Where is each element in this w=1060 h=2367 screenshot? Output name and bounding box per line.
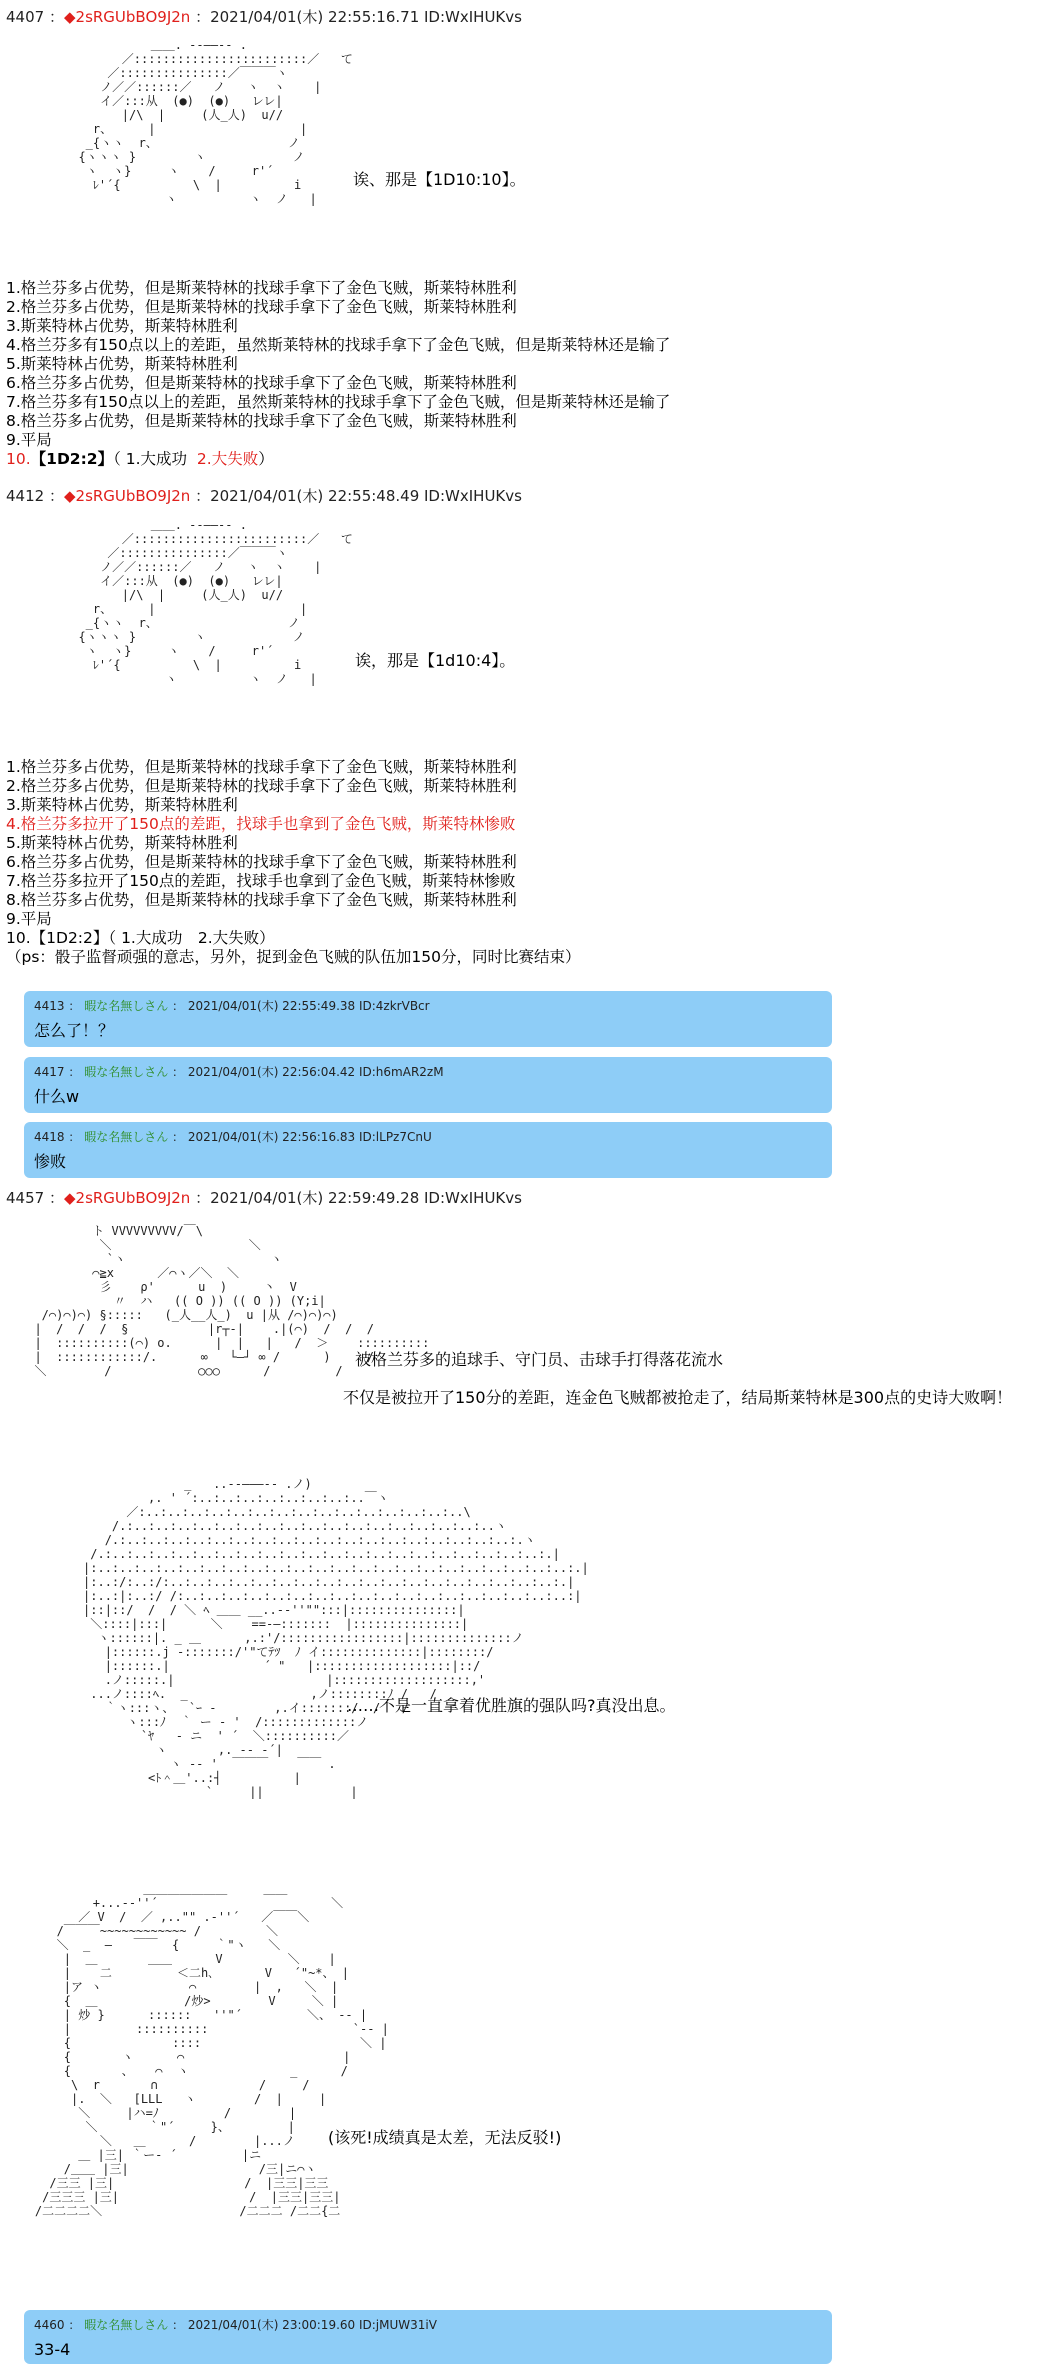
list-item: 3.斯莱特林占优势，斯莱特林胜利: [6, 317, 238, 335]
speech-text: 不仅是被拉开了150分的差距，连金色飞贼都被抢走了，结局斯莱特林是300点的史诗大败啊！: [343, 1388, 1013, 1407]
dice-roll: 【1D2:2】: [30, 450, 114, 468]
reply-card: [24, 1057, 832, 1113]
reply-body: 怎么了！？: [34, 1021, 115, 1040]
reply-card: [24, 1122, 832, 1178]
post-header: 4412 ：◆2sRGUbBO9J2n ：2021/04/01(木) 22:55:48.49 ID:WxIHUKvs: [6, 487, 522, 505]
ascii-art-character-group: ト VVVVVVVVV/￣\ ＼ ＼ `ヽ ヽ ⌒≧x ／⌒ヽ／＼ ＼ 彡 ρ' u ) 丶 V 〃 ハ (( O )) (( O )) (Y;i| /⌒)⌒)⌒) §::::: (_人__人_) u |从 /⌒)⌒)⌒) | / / / § |r┬-| .|(⌒) / / / | ::::::::::(⌒) o. | | | / ＞ :::::::::: | ::::::::::::/. ∞ └―┘ ∞ / ) / ＼ / ○○○ / /: [34, 1224, 430, 1378]
list-item-10: [6, 450, 670, 469]
item10-number: 10.: [6, 450, 31, 468]
list-item: 7.格兰芬多拉开了150点的差距，找球手也拿到了金色飞贼，斯莱特林惨败: [6, 872, 516, 890]
ascii-art-character: ＿＿. -‐――‐- . ／::::::::::::::::::::::::／ て ／:::::::::::::::／￣￣￣ヽ ノ／／::::::／ ノ ヽ ヽ | イ／:::从 (●) (●) レレ| |/\ | (人_人) u// r、 | | _{ヽヽ r、 ノ {ヽヽヽ } ヽ ノ ヽ ヽ} ヽ / r'´ ﾚ'´{ \ | i ヽ ヽ ノ |: [78, 38, 353, 206]
list-item: 7.格兰芬多有150点以上的差距，虽然斯莱特林的找球手拿下了金色飞贼，但是斯莱特林还是输了: [6, 393, 671, 411]
reply-number[interactable]: 4418: [34, 1130, 65, 1144]
trip-diamond-icon: ◆: [63, 1189, 76, 1207]
reply-name: 暇な名無しさん: [84, 999, 169, 1013]
list-item: 6.格兰芬多占优势，但是斯莱特林的找球手拿下了金色飞贼，斯莱特林胜利: [6, 853, 517, 871]
reply-card: [24, 2310, 832, 2364]
reply-name: 暇な名無しさん: [84, 1065, 169, 1079]
trip-diamond-icon: ◆: [63, 8, 76, 26]
list-item: 2.格兰芬多占优势，但是斯莱特林的找球手拿下了金色飞贼，斯莱特林胜利: [6, 298, 517, 316]
reply-card: [24, 991, 832, 1047]
reply-body: 什么w: [34, 1087, 80, 1106]
list-item: 1.格兰芬多占优势，但是斯莱特林的找球手拿下了金色飞贼，斯莱特林胜利: [6, 758, 517, 776]
post-timestamp: 2021/04/01(木) 22:55:16.71 ID:WxIHUKvs: [210, 8, 522, 26]
item10-option-good: （ 1.大成功: [113, 450, 188, 468]
post-number: 4412: [6, 487, 45, 505]
speech-text: (该死!成绩真是太差，无法反驳!): [328, 2128, 562, 2147]
post-author[interactable]: 2sRGUbBO9J2n: [75, 1189, 191, 1207]
speech-text: 诶，那是【1d10:4】。: [355, 651, 516, 670]
reply-meta: 4417 ： 暇な名無しさん ： 2021/04/01(木) 22:56:04.42 ID:h6mAR2zM: [34, 1065, 444, 1079]
post-author[interactable]: 2sRGUbBO9J2n: [75, 8, 191, 26]
list-item: 5.斯莱特林占优势，斯莱特林胜利: [6, 834, 238, 852]
reply-body: 33-4: [34, 2340, 71, 2359]
ascii-art-character: ＿＿. -‐――‐- . ／::::::::::::::::::::::::／ て ／:::::::::::::::／￣￣￣ヽ ノ／／::::::／ ノ ヽ ヽ | イ／:::从 (●) (●) レレ| |/\ | (人_人) u// r、 | | _{ヽヽ r、 ノ {ヽヽヽ } ヽ ノ ヽ ヽ} ヽ / r'´ ﾚ'´{ \ | i ヽ ヽ ノ |: [78, 518, 353, 686]
list-item: 5.斯莱特林占优势，斯莱特林胜利: [6, 355, 238, 373]
item10-close: ）: [258, 450, 274, 468]
ps-note: （ps：骰子监督顽强的意志，另外，捉到金色飞贼的队伍加150分，同时比赛结束）: [6, 948, 581, 966]
reply-number[interactable]: 4460: [34, 2318, 65, 2332]
list-item-highlighted: 4.格兰芬多拉开了150点的差距，找球手也拿到了金色飞贼，斯莱特林惨败: [6, 815, 516, 833]
post-number: 4457: [6, 1189, 45, 1207]
post-timestamp: 2021/04/01(木) 22:59:49.28 ID:WxIHUKvs: [210, 1189, 522, 1207]
list-item: 9.平局: [6, 910, 52, 928]
list-item: 6.格兰芬多占优势，但是斯莱特林的找球手拿下了金色飞贼，斯莱特林胜利: [6, 374, 517, 392]
post-header: 4457 ：◆2sRGUbBO9J2n ：2021/04/01(木) 22:59:49.28 ID:WxIHUKvs: [6, 1189, 522, 1207]
item10-option-bad: 2.大失败: [196, 450, 259, 468]
reply-meta: 4413 ： 暇な名無しさん ： 2021/04/01(木) 22:55:49.38 ID:4zkrVBcr: [34, 999, 430, 1013]
reply-name: 暇な名無しさん: [84, 1130, 169, 1144]
outcome-list: [6, 758, 581, 967]
list-item: 9.平局: [6, 431, 52, 449]
reply-timestamp: 2021/04/01(木) 23:00:19.60 ID:jMUW31iV: [187, 2318, 437, 2332]
post-header: 4407 ：◆2sRGUbBO9J2n ：2021/04/01(木) 22:55:16.71 ID:WxIHUKvs: [6, 8, 522, 26]
speech-text: ……不是一直拿着优胜旗的强队吗?真没出息。: [347, 1696, 676, 1715]
outcome-list: [6, 279, 670, 469]
reply-body: 惨败: [34, 1152, 67, 1171]
list-item: 4.格兰芬多有150点以上的差距，虽然斯莱特林的找球手拿下了金色飞贼，但是斯莱特林还是输了: [6, 336, 671, 354]
reply-number[interactable]: 4413: [34, 999, 65, 1013]
list-item: 2.格兰芬多占优势，但是斯莱特林的找球手拿下了金色飞贼，斯莱特林胜利: [6, 777, 517, 795]
reply-meta: 4418 ： 暇な名無しさん ： 2021/04/01(木) 22:56:16.83 ID:lLPz7CnU: [34, 1130, 432, 1144]
reply-meta: 4460 ： 暇な名無しさん ： 2021/04/01(木) 23:00:19.60 ID:jMUW31iV: [34, 2318, 437, 2332]
ascii-art-character-3: ＿＿＿＿＿＿＿ ＿＿ +...-‐''´ ＼ ／ V / ／ ,.."" .‐''´ ／￣￣＼ /￣￣￣~~~~~~~~~~~~ / ＼ ＼ _ ― ￣￣ { ｀"ヽ ＼ | ＿ ＿＿ V ＼ | | 二 ＜二h､ V ´"~*、 | |ア ヽ ⌒ | , ＼ | { ＿ /炒> V ＼ | | 炒 } :::::: ''"´ ＼、 ‐‐ | | :::::::::: `-- | { :::: ＼ | { ヽ ⌒ | { 、 ⌒ ヽ _ / \ r ∩ / / |. ＼ [LLL ヽ / | | ＼ |ハ=ﾉ / | ＼ ｀"´ }、 | ＼ ＿ / |...ノ ＿ |三| ｀ー‐ ´ |ニ /＿＿ |三| /三|ニ⌒ヽ /三三 |三| / |三三|三三 /三三三 |三| / |三三|三三| /二二二二＼ /二二二 /二二{二: [34, 1882, 389, 2218]
post-author[interactable]: 2sRGUbBO9J2n: [75, 487, 191, 505]
reply-timestamp: 2021/04/01(木) 22:56:16.83 ID:lLPz7CnU: [187, 1130, 432, 1144]
list-item: 1.格兰芬多占优势，但是斯莱特林的找球手拿下了金色飞贼，斯莱特林胜利: [6, 279, 517, 297]
ascii-art-character-2: _ ..-‐―――-‐ .ノ) ,. ' ´:..:..:..:..:..:..:..:..￣ヽ ／:..:..:..:..:..:..:..:..:..:..:..:..:..:..:..\ /.:..:..:..:..:..:..:..:..:..:..:..:..:..:..:..:..:..ヽ /.:..:..:..:..:..:..:..:..:..:..:..:..:..:..:..:..:..:..:.ヽ /.:..:..:..:..:..:..:..:..:..:..:..:..:..:..:..:..:..:..:..:..:.| |:..:..:..:..:..:..:..:..:..:..:..:..:..:..:..:..:..:..:..:..:..:..:.| |:..:/:..:/:..:..:..:..:..:..:..:..:..:..:..:..:..:..:..:..:..:..:.| |:..:|:..:/ /:..:..:..:..:..:..:..:..:..:..:..:..:..:..:..:..:..:..:| |::|::/ / / ＼ ﾍ ＿＿ __..-‐''"":::|:::::::::::::::| ＼::::|:::| ＼ ==-―::::::: |:::::::::::::::| ヽ::::::|. _ ＿ ,.:'/:::::::::::::::::|::::::::::::::ノ |::::::.j ‐:::::::/'"てﾃﾂ ﾉ イ::::::::::::::|::::::::/ |::::::.| ´ " |:::::::::::::::::::|::/ .ノ:::::.| |:::::::::::::::::::,' ...ノ::::ﾍ. _ ,ノ::::::::ﾉ / / ｀ヽ:::ヽ、 `ｰ ‐ ,.イ:::::::/ / / ヽ:::ﾉ ｀ ー ‐ ' /:::::::::::::ノ `ﾔ ‐ ニ ' ´ ＼::::::::::／ ヽ ,. -‐ ‐´| ヽ -‐ ' ￣￣￣ ￣￣ . <ﾄ＾＿'..:┤ | ` || |: [83, 1477, 589, 1799]
speech-text: 诶、那是【1D10:10】。: [353, 170, 526, 189]
reply-timestamp: 2021/04/01(木) 22:56:04.42 ID:h6mAR2zM: [187, 1065, 444, 1079]
post-number: 4407: [6, 8, 45, 26]
reply-name: 暇な名無しさん: [84, 2318, 169, 2332]
post-timestamp: 2021/04/01(木) 22:55:48.49 ID:WxIHUKvs: [210, 487, 522, 505]
list-item: 3.斯莱特林占优势，斯莱特林胜利: [6, 796, 238, 814]
reply-number[interactable]: 4417: [34, 1065, 65, 1079]
trip-diamond-icon: ◆: [63, 487, 76, 505]
speech-text: 被格兰芬多的追球手、守门员、击球手打得落花流水: [355, 1350, 724, 1369]
list-item: 8.格兰芬多占优势，但是斯莱特林的找球手拿下了金色飞贼，斯莱特林胜利: [6, 412, 517, 430]
list-item: 8.格兰芬多占优势，但是斯莱特林的找球手拿下了金色飞贼，斯莱特林胜利: [6, 891, 517, 909]
reply-timestamp: 2021/04/01(木) 22:55:49.38 ID:4zkrVBcr: [187, 999, 430, 1013]
list-item-10: 10.【1D2:2】（ 1.大成功 2.大失败）: [6, 929, 275, 947]
